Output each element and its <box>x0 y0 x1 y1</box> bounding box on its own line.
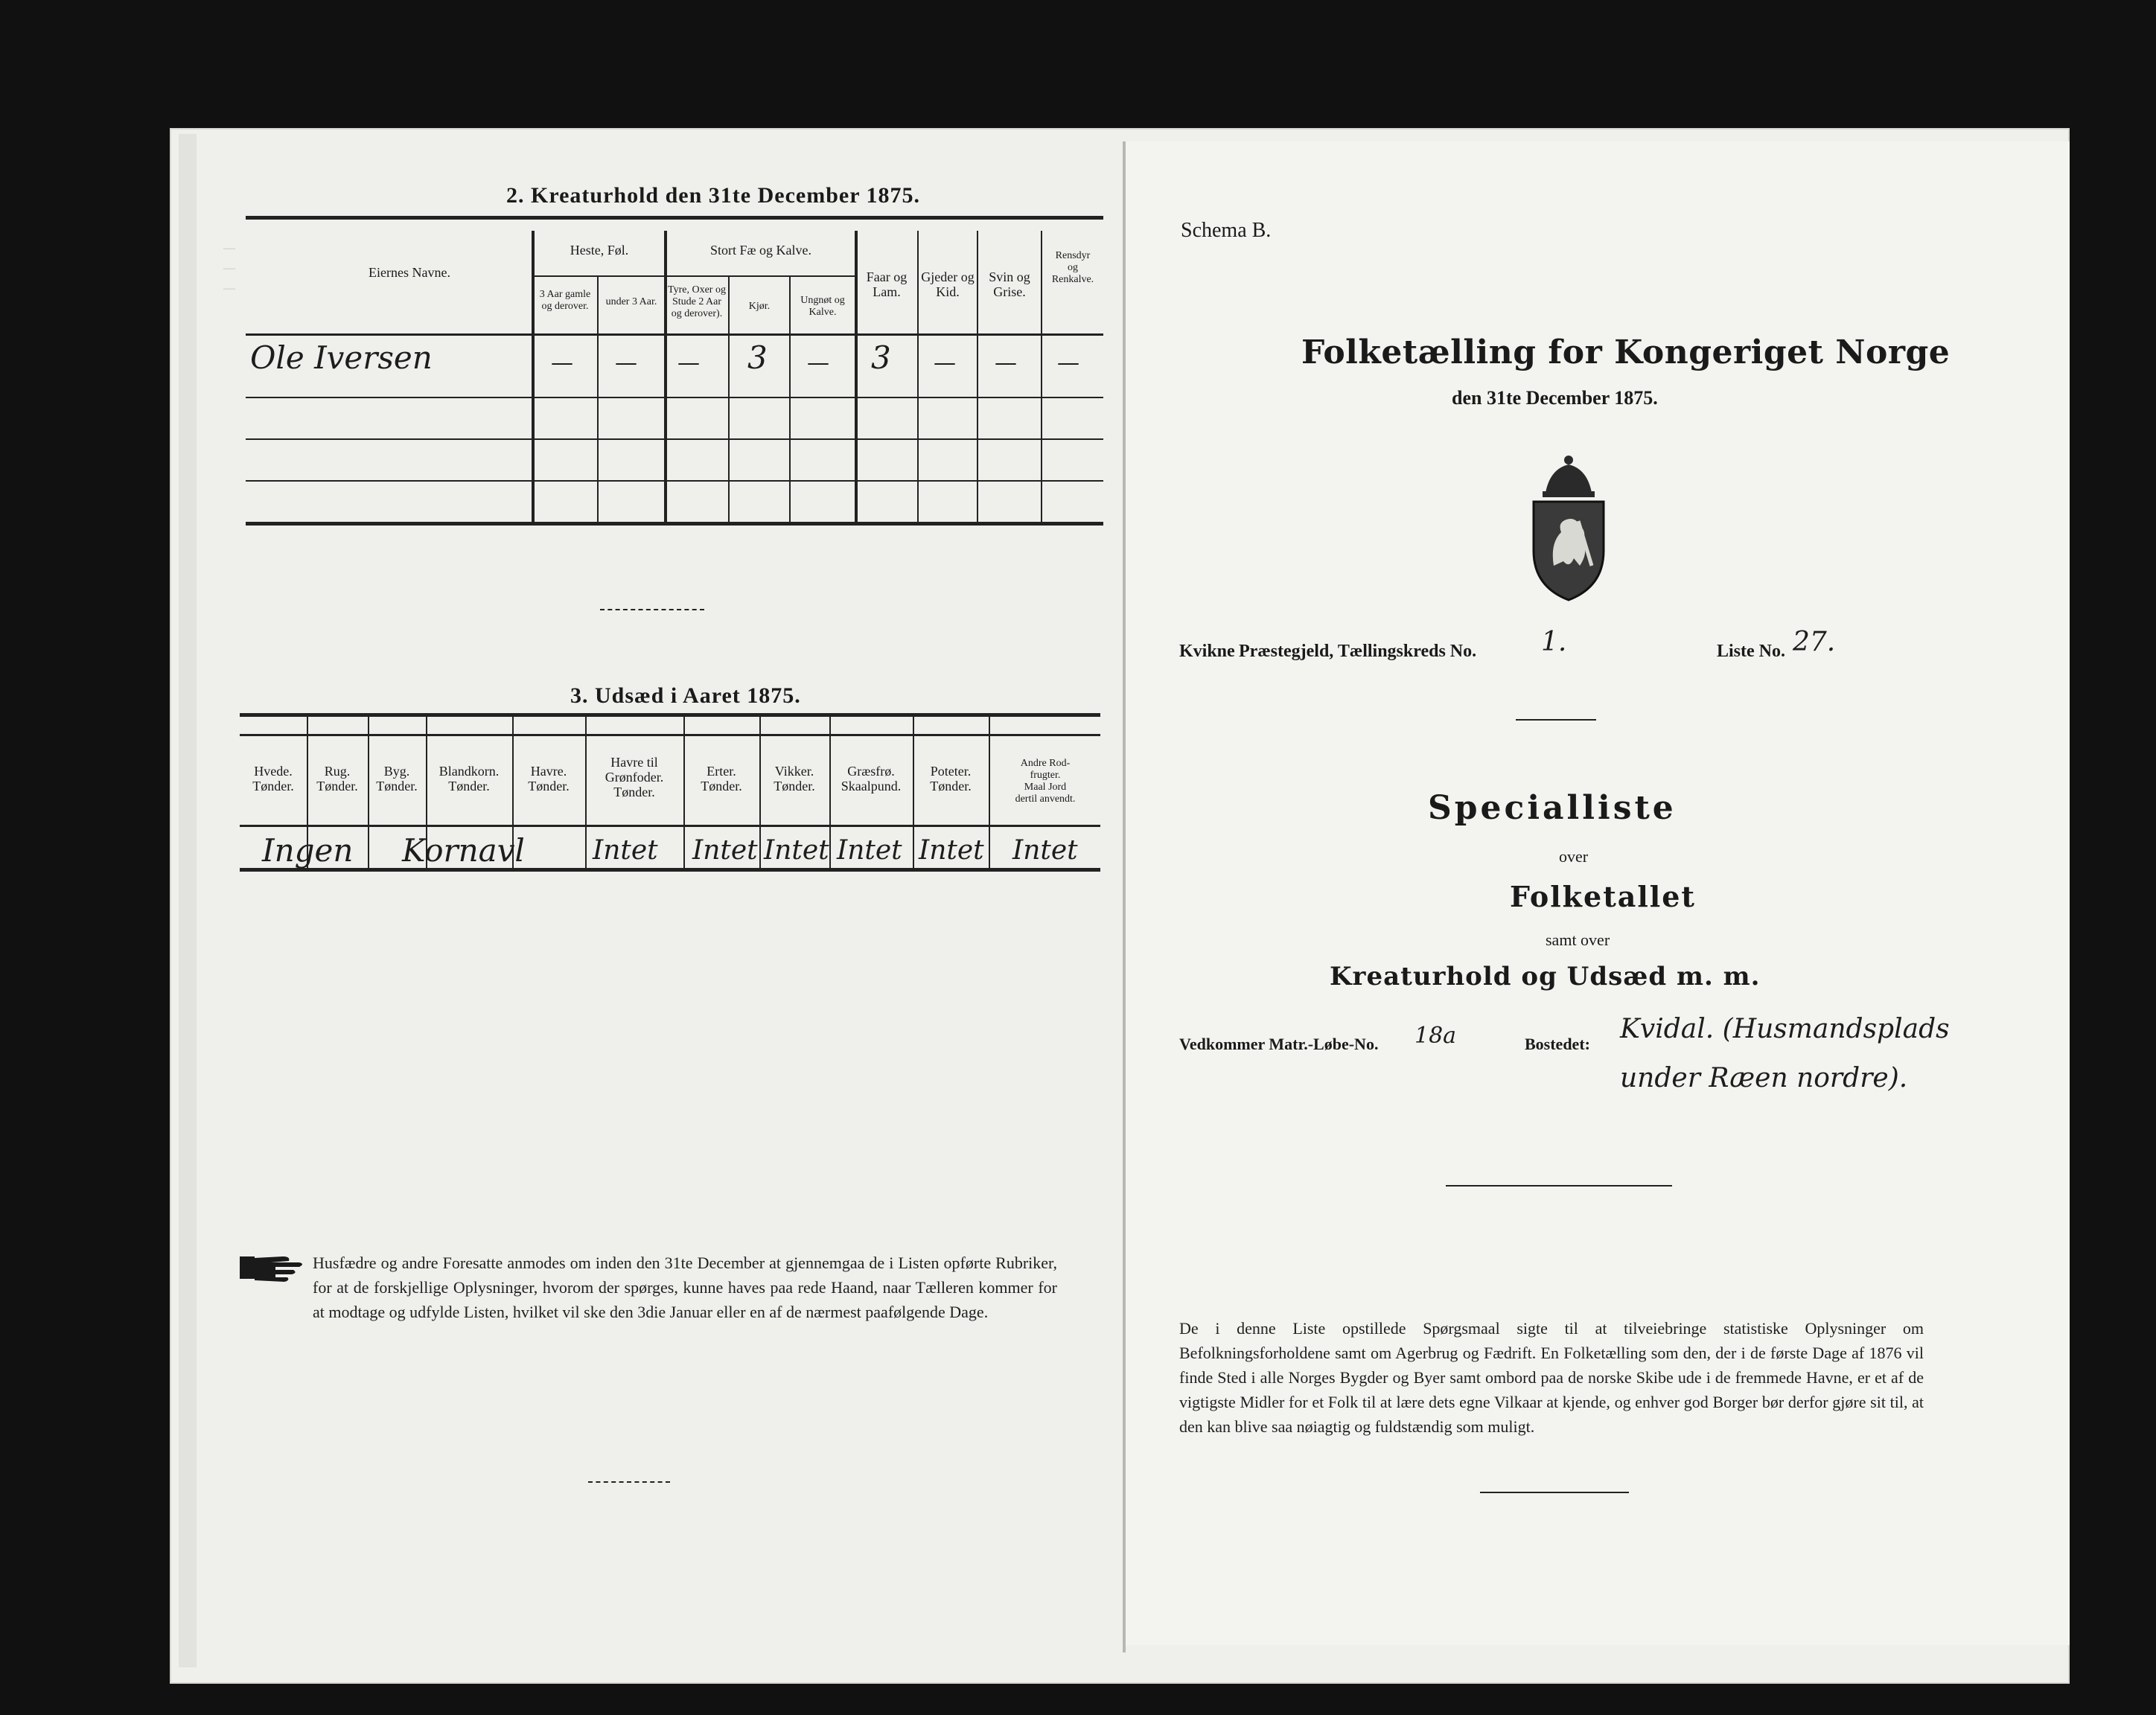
document-title: Folketælling for Kongeriget Norge <box>1301 333 1951 371</box>
seed-entry-intet: Intet <box>919 835 984 866</box>
seed-entry-intet: Intet <box>1012 835 1078 866</box>
document-subtitle: den 31te December 1875. <box>1452 387 1658 409</box>
over-text: over <box>1559 847 1589 866</box>
page-fold <box>1123 141 1126 1652</box>
bosted-line-1: Kvidal. (Husmandsplads <box>1620 1014 1950 1044</box>
matr-label: Vedkommer Matr.-Løbe-No. <box>1179 1035 1379 1053</box>
sheep-entry: 3 <box>871 339 891 376</box>
table2-col-divider <box>664 231 667 523</box>
show-through-text: — — — <box>223 242 235 295</box>
horses-under3-entry: — <box>615 350 637 376</box>
norwegian-coat-of-arms-icon <box>1520 454 1617 603</box>
header-horses-under3: under 3 Aar. <box>605 296 657 307</box>
header-horses-3yrs: 3 Aar gamle og derover. <box>539 289 591 312</box>
table3-bottom-rule <box>240 868 1100 872</box>
seed-entry-intet: Intet <box>837 835 902 866</box>
table2-row-rule <box>246 397 1103 398</box>
household-notice: Husfædre og andre Foresatte anmodes om inden den 31te December at gjennemgaa de i Listen opførte Rubriker, for at de forskjellige Oplysninger, hvorom der spørges, kunne haves paa rede Haand, naar Tælleren kommer for at modtage og udfylde Listen, hvilket vil ske den 3die Januar eller en af de nærmest paafølgende Dage. <box>313 1253 1057 1321</box>
header-cattle-cows: Kjør. <box>748 301 771 312</box>
separator-rule <box>1480 1492 1629 1493</box>
section2-title: 2. Kreaturhold den 31te December 1875. <box>506 183 920 208</box>
separator-rule <box>588 1481 670 1483</box>
table2-col-divider <box>597 277 599 523</box>
table2-subheader-rule <box>533 275 666 277</box>
previous-page-edge <box>179 134 197 1667</box>
header-reindeer: Rensdyr og Renkalve. <box>1051 250 1094 285</box>
census-purpose-paragraph: De i denne Liste opstillede Spørgsmaal sigte til at tilveiebringe statistiske Oplysninger om Befolkningsforholdene samt om Agerbrug og Fædrift. En Folketælling som den, der i de første Dage af 1876 vil finde Sted i alle Norges Bygder og Byer samt ombord paa de norske Skibe ude i de fremmede Havne, er et af de vigtigste Midler for et Folk til at lære dets egne Vilkaar at kjende, og enhver god Borger bør derfor gjøre sit til, at den kan blive saa nøiagtig og fuldstændig som muligt. <box>1179 1319 1924 1436</box>
seed-entry-ingen: Ingen <box>262 832 354 869</box>
samt-over-text: samt over <box>1546 930 1610 949</box>
header-cattle: Stort Fæ og Kalve. <box>709 243 811 258</box>
bosted-line-2: under Ræen nordre). <box>1620 1063 1908 1093</box>
seed-entry-intet: Intet <box>764 835 829 866</box>
pointing-hand-icon <box>238 1251 307 1283</box>
header-goats: Gjeder og Kid. <box>921 269 975 299</box>
header-horses: Heste, Føl. <box>570 243 629 258</box>
table2-row-rule <box>246 438 1103 440</box>
folketallet-heading: Folketallet <box>1510 880 1696 913</box>
liste-label: Liste No. <box>1717 642 1785 661</box>
header-wheat: Hvede. Tønder. <box>252 764 294 793</box>
seed-entry-intet: Intet <box>593 835 658 866</box>
seed-entry-intet: Intet <box>692 835 758 866</box>
goats-entry: — <box>934 350 956 376</box>
section3-title: 3. Udsæd i Aaret 1875. <box>570 683 801 708</box>
header-peas: Erter. Tønder. <box>701 764 742 793</box>
table2-col-divider <box>532 231 535 523</box>
header-oats: Havre. Tønder. <box>528 764 570 793</box>
district-prefix: Kvikne <box>1179 642 1235 661</box>
horses-3yrs-entry: — <box>551 350 573 376</box>
cattle-cows-entry: 3 <box>747 339 768 376</box>
seed-entry-kornavl: Kornavl <box>402 832 525 869</box>
table2-top-rule <box>246 216 1103 220</box>
header-cattle-calves: Ungnøt og Kalve. <box>800 295 845 318</box>
separator-rule <box>600 609 704 610</box>
cattle-calves-entry: — <box>807 350 829 376</box>
table2-bottom-rule <box>246 522 1103 526</box>
header-vetch: Vikker. Tønder. <box>774 764 815 793</box>
header-grass-seed: Græsfrø. Skaalpund. <box>841 764 902 793</box>
schema-label: Schema B. <box>1181 219 1272 242</box>
header-sheep: Faar og Lam. <box>866 269 908 299</box>
district-label: Præstegjeld, Tællingskreds No. <box>1239 642 1477 661</box>
header-other-roots: Andre Rod- frugter. Maal Jord dertil anvendt. <box>1015 758 1076 805</box>
matr-number: 18a <box>1415 1023 1457 1049</box>
header-pigs: Svin og Grise. <box>989 269 1030 299</box>
table2-col-divider <box>728 277 730 523</box>
header-cattle-bulls: Tyre, Oxer og Stude 2 Aar og derover). <box>668 284 726 319</box>
header-green-fodder-oats: Havre til Grønfoder. Tønder. <box>605 755 664 799</box>
table2-header-rule <box>246 333 1103 336</box>
header-potatoes: Poteter. Tønder. <box>930 764 972 793</box>
table2-subheader-rule <box>666 275 856 277</box>
cattle-bulls-entry: — <box>677 350 700 376</box>
pigs-entry: — <box>995 350 1017 376</box>
owner-name-entry: Ole Iversen <box>250 339 433 376</box>
specialliste-heading: Specialliste <box>1428 789 1677 827</box>
liste-number: 27. <box>1793 627 1836 657</box>
kreaturhold-heading: Kreaturhold og Udsæd m. m. <box>1330 962 1761 991</box>
bosted-label: Bostedet: <box>1525 1035 1590 1053</box>
header-owner-names: Eiernes Navne. <box>369 265 450 280</box>
header-rye: Rug. Tønder. <box>316 764 358 793</box>
header-mixed-grain: Blandkorn. Tønder. <box>438 764 500 793</box>
district-number: 1. <box>1541 627 1567 657</box>
separator-rule <box>1446 1185 1672 1187</box>
header-barley: Byg. Tønder. <box>376 764 418 793</box>
reindeer-entry: — <box>1057 350 1079 376</box>
separator-rule <box>1516 719 1596 721</box>
table2-row-rule <box>246 480 1103 482</box>
